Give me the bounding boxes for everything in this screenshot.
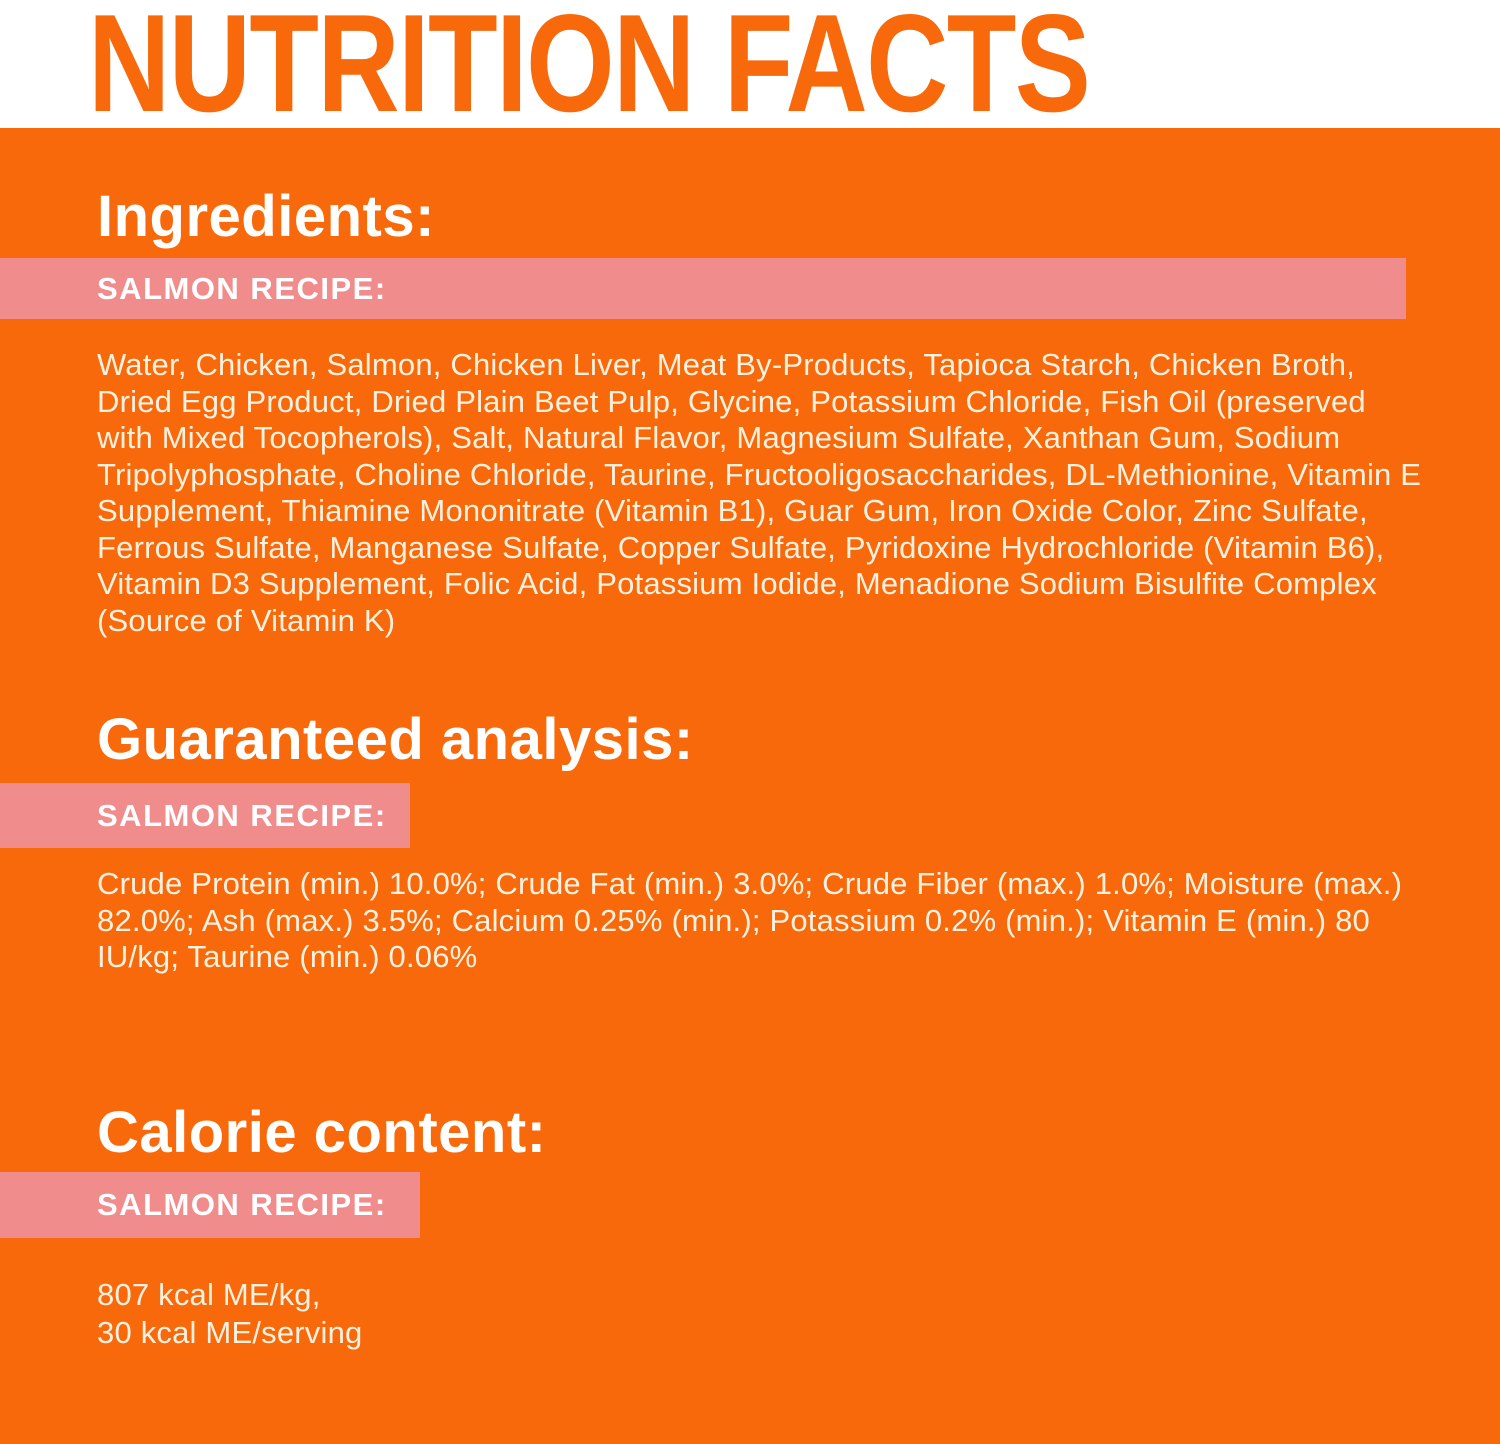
ingredients-recipe-label: SALMON RECIPE: — [97, 270, 387, 306]
calorie-per-kg: 807 kcal ME/kg, — [97, 1276, 321, 1312]
label-body — [0, 128, 1500, 1352]
guaranteed-analysis-text: Crude Protein (min.) 10.0%; Crude Fat (min.) 3.0%; Crude Fiber (max.) 1.0%; Moisture (max.) 82.0%; Ash (max.) 3.5%; Calcium 0.25% (min.); Potassium 0.2% (min.); Vitamin E (min.) 80 IU/kg; Taurine (min.) 0.06% — [97, 866, 1403, 974]
header-band — [0, 0, 1500, 141]
calorie-recipe-band — [0, 1172, 420, 1238]
page-title: NUTRITION FACTS — [88, 0, 1090, 141]
guaranteed-analysis-heading: Guaranteed analysis: — [97, 707, 694, 772]
section-ingredients — [0, 184, 1500, 639]
ingredients-recipe-band — [0, 258, 1406, 319]
ingredients-heading: Ingredients: — [97, 184, 435, 249]
section-guaranteed-analysis — [0, 707, 1500, 976]
calorie-per-serving: 30 kcal ME/serving — [97, 1314, 363, 1350]
calorie-content-heading: Calorie content: — [97, 1099, 547, 1165]
ingredients-text: Water, Chicken, Salmon, Chicken Liver, Meat By-Products, Tapioca Starch, Chicken Broth, Dried Egg Product, Dried Plain Beet Pulp, Glycine, Potassium Chloride, Fish Oil (preserved with Mixed Tocopherols), Salt, Natural Flavor, Magnesium Sulfate, Xanthan Gum, Sodium Tripolyphosphate, Choline Chloride, Taurine, Fructooligosaccharides, DL-Methionine, Vitamin E Supplement, Thiamine Mononitrate (Vitamin B1), Guar Gum, Iron Oxide Color, Zinc Sulfate, Ferrous Sulfate, Manganese Sulfate, Copper Sulfate, Pyridoxine Hydrochloride (Vitamin B6), Vitamin D3 Supplement, Folic Acid, Potassium Iodide, Menadione Sodium Bisulfite Complex (Source of Vitamin K) — [97, 347, 1422, 638]
analysis-recipe-band — [0, 783, 410, 848]
calorie-values — [0, 1276, 1500, 1352]
section-calorie-content — [0, 1099, 1500, 1352]
calorie-recipe-label: SALMON RECIPE: — [97, 1186, 387, 1222]
analysis-recipe-label: SALMON RECIPE: — [97, 797, 387, 833]
